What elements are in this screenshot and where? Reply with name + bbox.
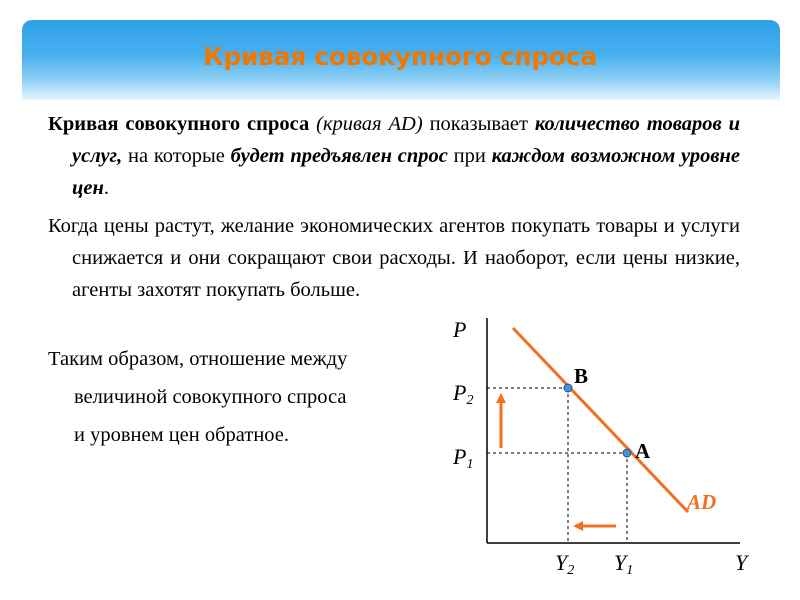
y2-label: Y2	[555, 550, 575, 578]
conclusion-line-2: величиной совокупного спроса	[74, 386, 347, 408]
explanation-paragraph: Когда цены растут, желание экономических агентов покупать товары и услуги снижается и они сокращают свои расходы. И наоборот, если цены низкие, агенты захотят покупать больше.	[48, 215, 740, 301]
emph-goods: количество товаров и услуг,	[72, 113, 741, 167]
emph-demand: будет предъявлен спрос	[230, 145, 448, 167]
text: .	[103, 177, 110, 199]
x-axis-label: Y	[735, 550, 748, 575]
ad-curve	[513, 328, 688, 512]
p1-label: P1	[453, 444, 474, 472]
point-b-marker	[564, 384, 572, 392]
point-a-label: A	[635, 439, 651, 463]
point-a-marker	[623, 449, 631, 457]
text: показывает	[422, 113, 535, 135]
text: при	[447, 145, 492, 167]
y-axis-label: P	[453, 317, 467, 342]
p2-label: P2	[453, 380, 474, 408]
conclusion-line-3: и уровнем цен обратное.	[74, 424, 290, 446]
text: на которые	[122, 145, 231, 167]
slide-title: Кривая совокупного спроса	[203, 42, 597, 71]
term-ad: Кривая совокупного спроса	[48, 113, 310, 135]
ad-curve-label: AD	[687, 490, 717, 514]
term-ad-abbrev: (кривая AD)	[316, 113, 423, 135]
conclusion-line-1: Таким образом, отношение между	[48, 348, 348, 370]
point-b-label: B	[574, 364, 589, 388]
emph-price-level: каждом возможном уровне цен	[72, 145, 741, 199]
y1-label: Y1	[614, 550, 634, 578]
